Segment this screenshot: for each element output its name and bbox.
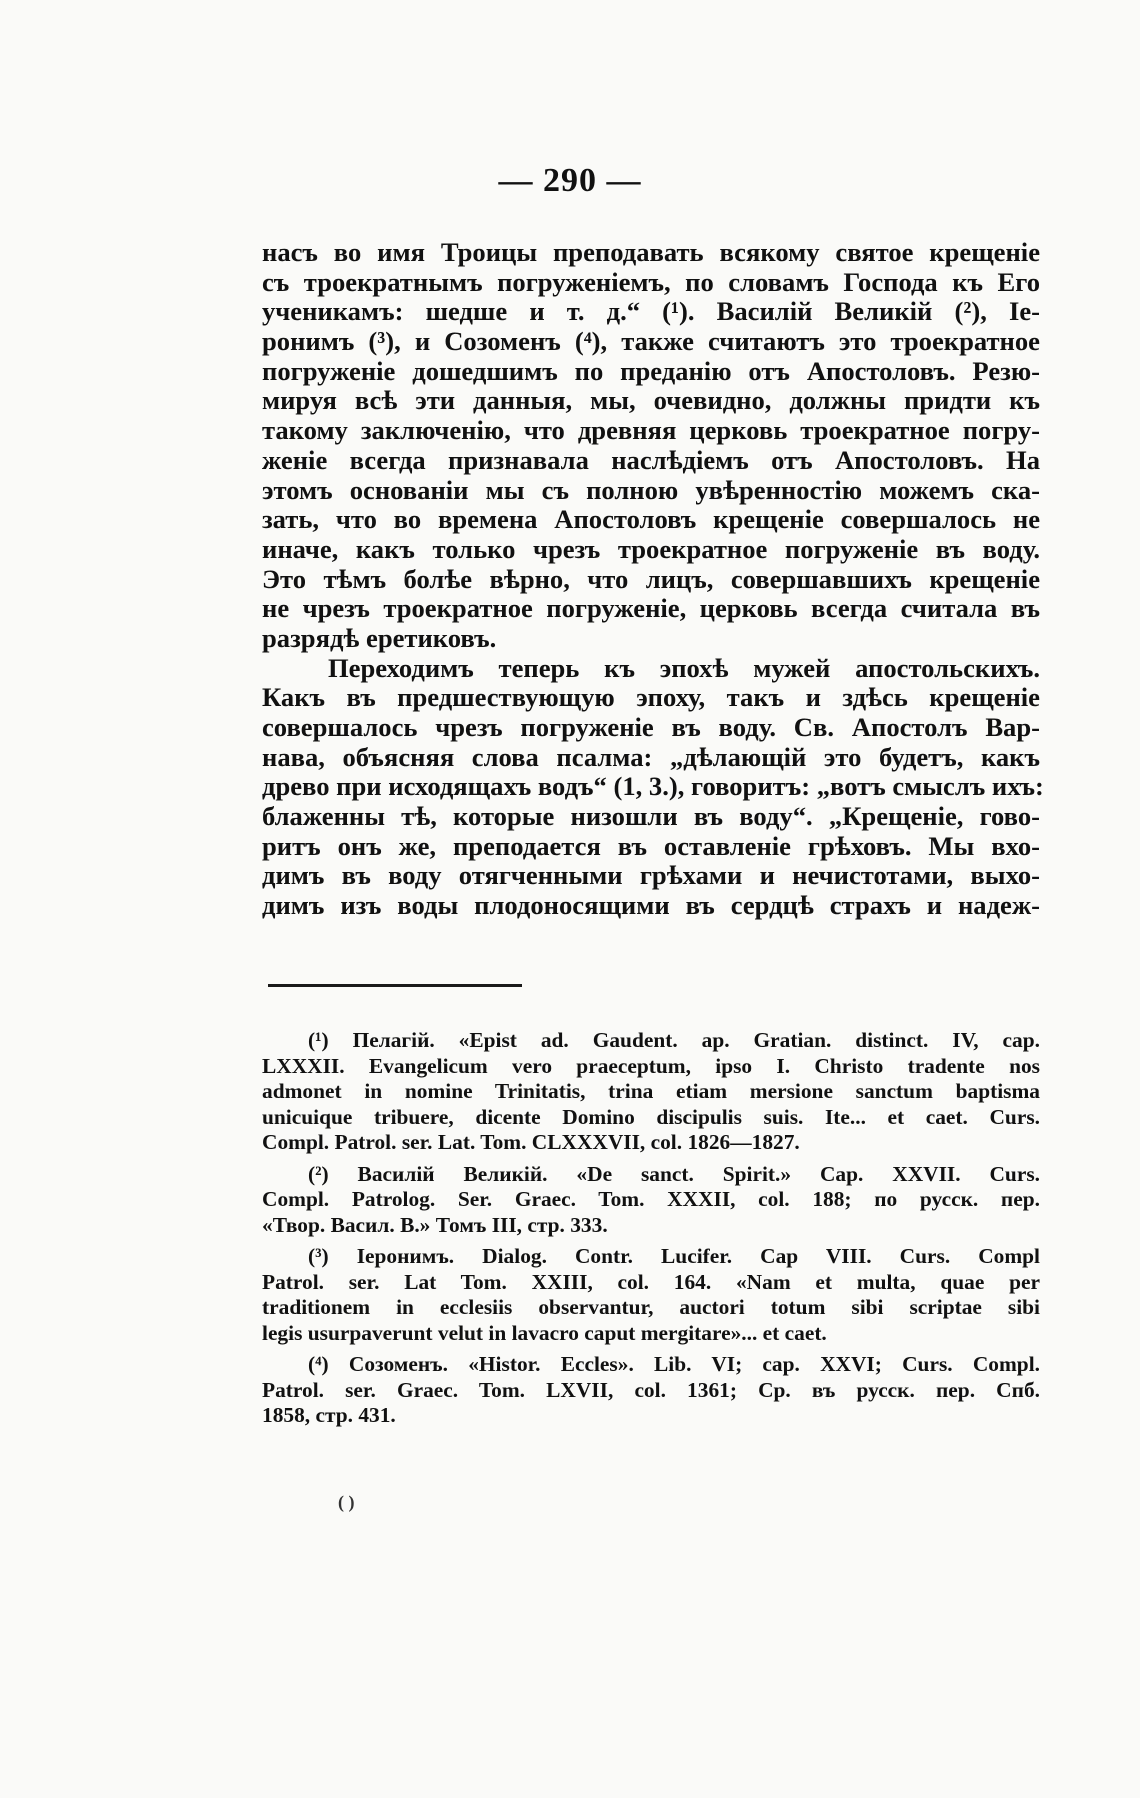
footnotes	[262, 1028, 1040, 1435]
text-line: насъ во имя Троицы преподавать всякому святое крещеніе	[262, 237, 1040, 267]
text-line: мируя всѣ эти данныя, мы, очевидно, должны придти къ	[262, 385, 1040, 416]
footnote-2	[262, 1162, 1040, 1239]
text-line: разрядѣ еретиковъ.	[262, 622, 497, 653]
footnote-line: (²) Василій Великій. «De sanct. Spirit.» Cap. XXVII. Curs.	[308, 1161, 1040, 1186]
text-line: иначе, какъ только чрезъ троекратное погруженіе въ воду.	[262, 533, 1040, 564]
text-line: ронимъ (³), и Созоменъ (⁴), также считаютъ это троекратное	[262, 326, 1040, 357]
text-line: нава, объясняя слова псалма: „дѣлающій это будетъ, какъ	[262, 741, 1040, 772]
footnote-divider	[268, 984, 522, 987]
text-line: ученикамъ: шедше и т. д.“ (¹). Василій Великій (²), Ie-	[262, 296, 1040, 327]
footnote-line: «Твор. Васил. В.» Томъ III, стр. 333.	[262, 1212, 608, 1237]
footnote-line: admonet in nomine Trinitatis, trina etiam mersione sanctum baptisma	[262, 1079, 1040, 1103]
main-text	[262, 237, 1044, 921]
text-line: блаженны тѣ, которые низошли въ воду“. „Крещеніе, гово-	[262, 801, 1040, 832]
footnote-line: Compl. Patrol. ser. Lat. Tom. CLXXXVII, col. 1826—1827.	[262, 1130, 800, 1154]
footnote-3	[262, 1244, 1040, 1346]
footnote-1	[262, 1028, 1040, 1156]
text-line: димъ изъ воды плодоносящими въ сердцѣ страхъ и надеж-	[262, 890, 1040, 921]
footnote-line: Compl. Patrolog. Ser. Graec. Tom. XXXII, col. 188; по русск. пер.	[262, 1187, 1040, 1211]
footnote-line: (¹) Пелагій. «Epist ad. Gaudent. ap. Gratian. distinct. IV, cap.	[308, 1028, 1040, 1052]
footnote-line: (⁴) Созоменъ. «Histor. Eccles». Lib. VI; cap. XXVI; Curs. Compl.	[308, 1352, 1040, 1376]
text-line: женіе всегда признавала наслѣдіемъ отъ Апостоловъ. На	[262, 444, 1040, 475]
footnote-line: traditionem in ecclesiis observantur, auctori totum sibi scriptae sibi	[262, 1295, 1040, 1319]
text-line: ритъ онъ же, преподается въ оставленіе грѣховъ. Мы вхо-	[262, 830, 1040, 861]
footnote-4	[262, 1352, 1040, 1429]
footnote-line: (³) Iеронимъ. Dialog. Contr. Lucifer. Cap VIII. Curs. Compl	[308, 1244, 1040, 1268]
text-line: Какъ въ предшествующую эпоху, такъ и здѣсь крещеніе	[262, 682, 1040, 713]
stray-print-mark: ( )	[338, 1492, 355, 1512]
text-line: Переходимъ теперь къ эпохѣ мужей апостольскихъ.	[328, 652, 1040, 683]
text-line: погруженіе дошедшимъ по преданію отъ Апостоловъ. Резю-	[262, 355, 1040, 386]
footnote-line: Patrol. ser. Lat Tom. XXIII, col. 164. «Nam et multa, quae per	[262, 1269, 1040, 1294]
text-line: не чрезъ троекратное погруженіе, церковь всегда считала въ	[262, 593, 1040, 624]
text-line: димъ въ воду отягченными грѣхами и нечистотами, выхо-	[262, 860, 1040, 891]
footnote-line: 1858, стр. 431.	[262, 1403, 396, 1427]
text-line: этомъ основаніи мы съ полною увѣренностію можемъ ска-	[262, 474, 1040, 505]
page-number: — 290 —	[498, 162, 642, 199]
text-line: Это тѣмъ болѣе вѣрно, что лицъ, совершавшихъ крещеніе	[262, 563, 1040, 594]
text-line: зать, что во времена Апостоловъ крещеніе совершалось не	[262, 504, 1040, 535]
footnote-line: unicuique tribuere, dicente Domino discipulis suis. Ite... et caet. Curs.	[262, 1104, 1040, 1129]
footnote-line: Patrol. ser. Graec. Tom. LXVII, col. 1361; Ср. въ русск. пер. Спб.	[262, 1377, 1040, 1402]
text-line: совершалось чрезъ погруженіе въ воду. Св. Апостолъ Вар-	[262, 712, 1040, 742]
footnote-line: LXXXII. Evangelicum vero praeceptum, ipso I. Christo tradente nos	[262, 1053, 1040, 1078]
text-line: древо при исходящахъ водъ“ (1, 3.), говоритъ: „вотъ смыслъ ихъ:	[262, 771, 1044, 802]
text-line: такому заключенію, что древняя церковь троекратное погру-	[262, 415, 1040, 446]
footnote-line: legis usurpaverunt velut in lavacro caput mergitare»... et caet.	[262, 1320, 827, 1345]
text-line: съ троекратнымъ погруженіемъ, по словамъ Господа къ Его	[262, 266, 1040, 297]
